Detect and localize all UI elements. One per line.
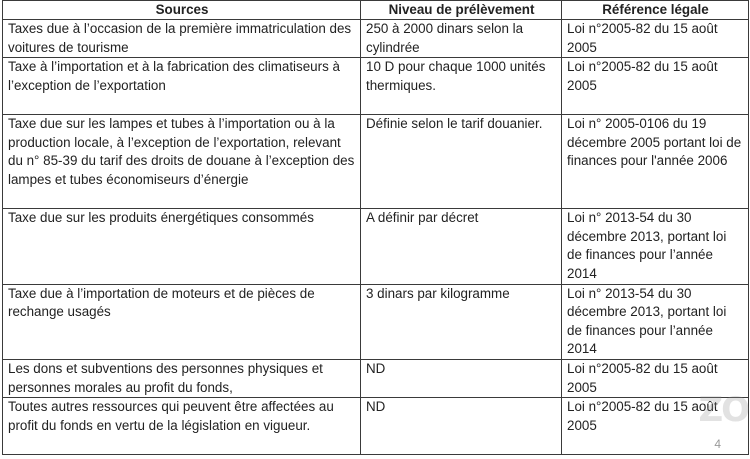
cell-reference: Loi n° 2005-0106 du 19 décembre 2005 portant loi de finances pour l'année 2006 <box>562 115 749 209</box>
table-row <box>3 58 749 115</box>
cell-reference: Loi n°2005-82 du 15 août 2005 <box>562 398 749 455</box>
cell-niveau: ND <box>361 359 562 397</box>
cell-source: Taxe à l’importation et à la fabrication des climatiseurs à l’exception de l’exportation <box>3 58 361 115</box>
cell-reference: Loi n° 2013-54 du 30 décembre 2013, portant loi de finances pour l’année 2014 <box>562 284 749 359</box>
cell-niveau: ND <box>361 398 562 455</box>
cell-niveau: A définir par décret <box>361 209 562 284</box>
cell-source: Les dons et subventions des personnes physiques et personnes morales au profit du fonds, <box>3 359 361 397</box>
table-row <box>3 209 749 284</box>
header-sources: Sources <box>3 1 361 20</box>
cell-source: Taxe due à l’importation de moteurs et de pièces de rechange usagés <box>3 284 361 359</box>
cell-niveau: 250 à 2000 dinars selon la cylindrée <box>361 20 562 58</box>
page-number: 4 <box>714 437 721 451</box>
table-row <box>3 115 749 209</box>
table-row <box>3 284 749 359</box>
cell-reference: Loi n° 2013-54 du 30 décembre 2013, portant loi de finances pour l’année 2014 <box>562 209 749 284</box>
table-row <box>3 359 749 397</box>
cell-niveau: Définie selon le tarif douanier. <box>361 115 562 209</box>
cell-niveau: 3 dinars par kilogramme <box>361 284 562 359</box>
table-row <box>3 20 749 58</box>
cell-source: Toutes autres ressources qui peuvent être affectées au profit du fonds en vertu de la législation en vigueur. <box>3 398 361 455</box>
table-row <box>3 398 749 455</box>
sources-table <box>2 0 749 455</box>
cell-niveau: 10 D pour chaque 1000 unités thermiques. <box>361 58 562 115</box>
cell-source: Taxe due sur les lampes et tubes à l’importation ou à la production locale, à l’exception de l’exportation, relevant du n° 85-39 du tarif des droits de douane à l’exception des lampes et tubes économiseurs d’énergie <box>3 115 361 209</box>
table-header-row <box>3 1 749 20</box>
watermark-logo: ZO <box>698 390 748 430</box>
cell-source: Taxes due à l’occasion de la première immatriculation des voitures de tourisme <box>3 20 361 58</box>
header-reference: Référence légale <box>562 1 749 20</box>
header-niveau: Niveau de prélèvement <box>361 1 562 20</box>
cell-source: Taxe due sur les produits énergétiques consommés <box>3 209 361 284</box>
cell-reference: Loi n°2005-82 du 15 août 2005 <box>562 20 749 58</box>
cell-reference: Loi n°2005-82 du 15 août 2005 <box>562 58 749 115</box>
cell-reference: Loi n°2005-82 du 15 août 2005 <box>562 359 749 397</box>
